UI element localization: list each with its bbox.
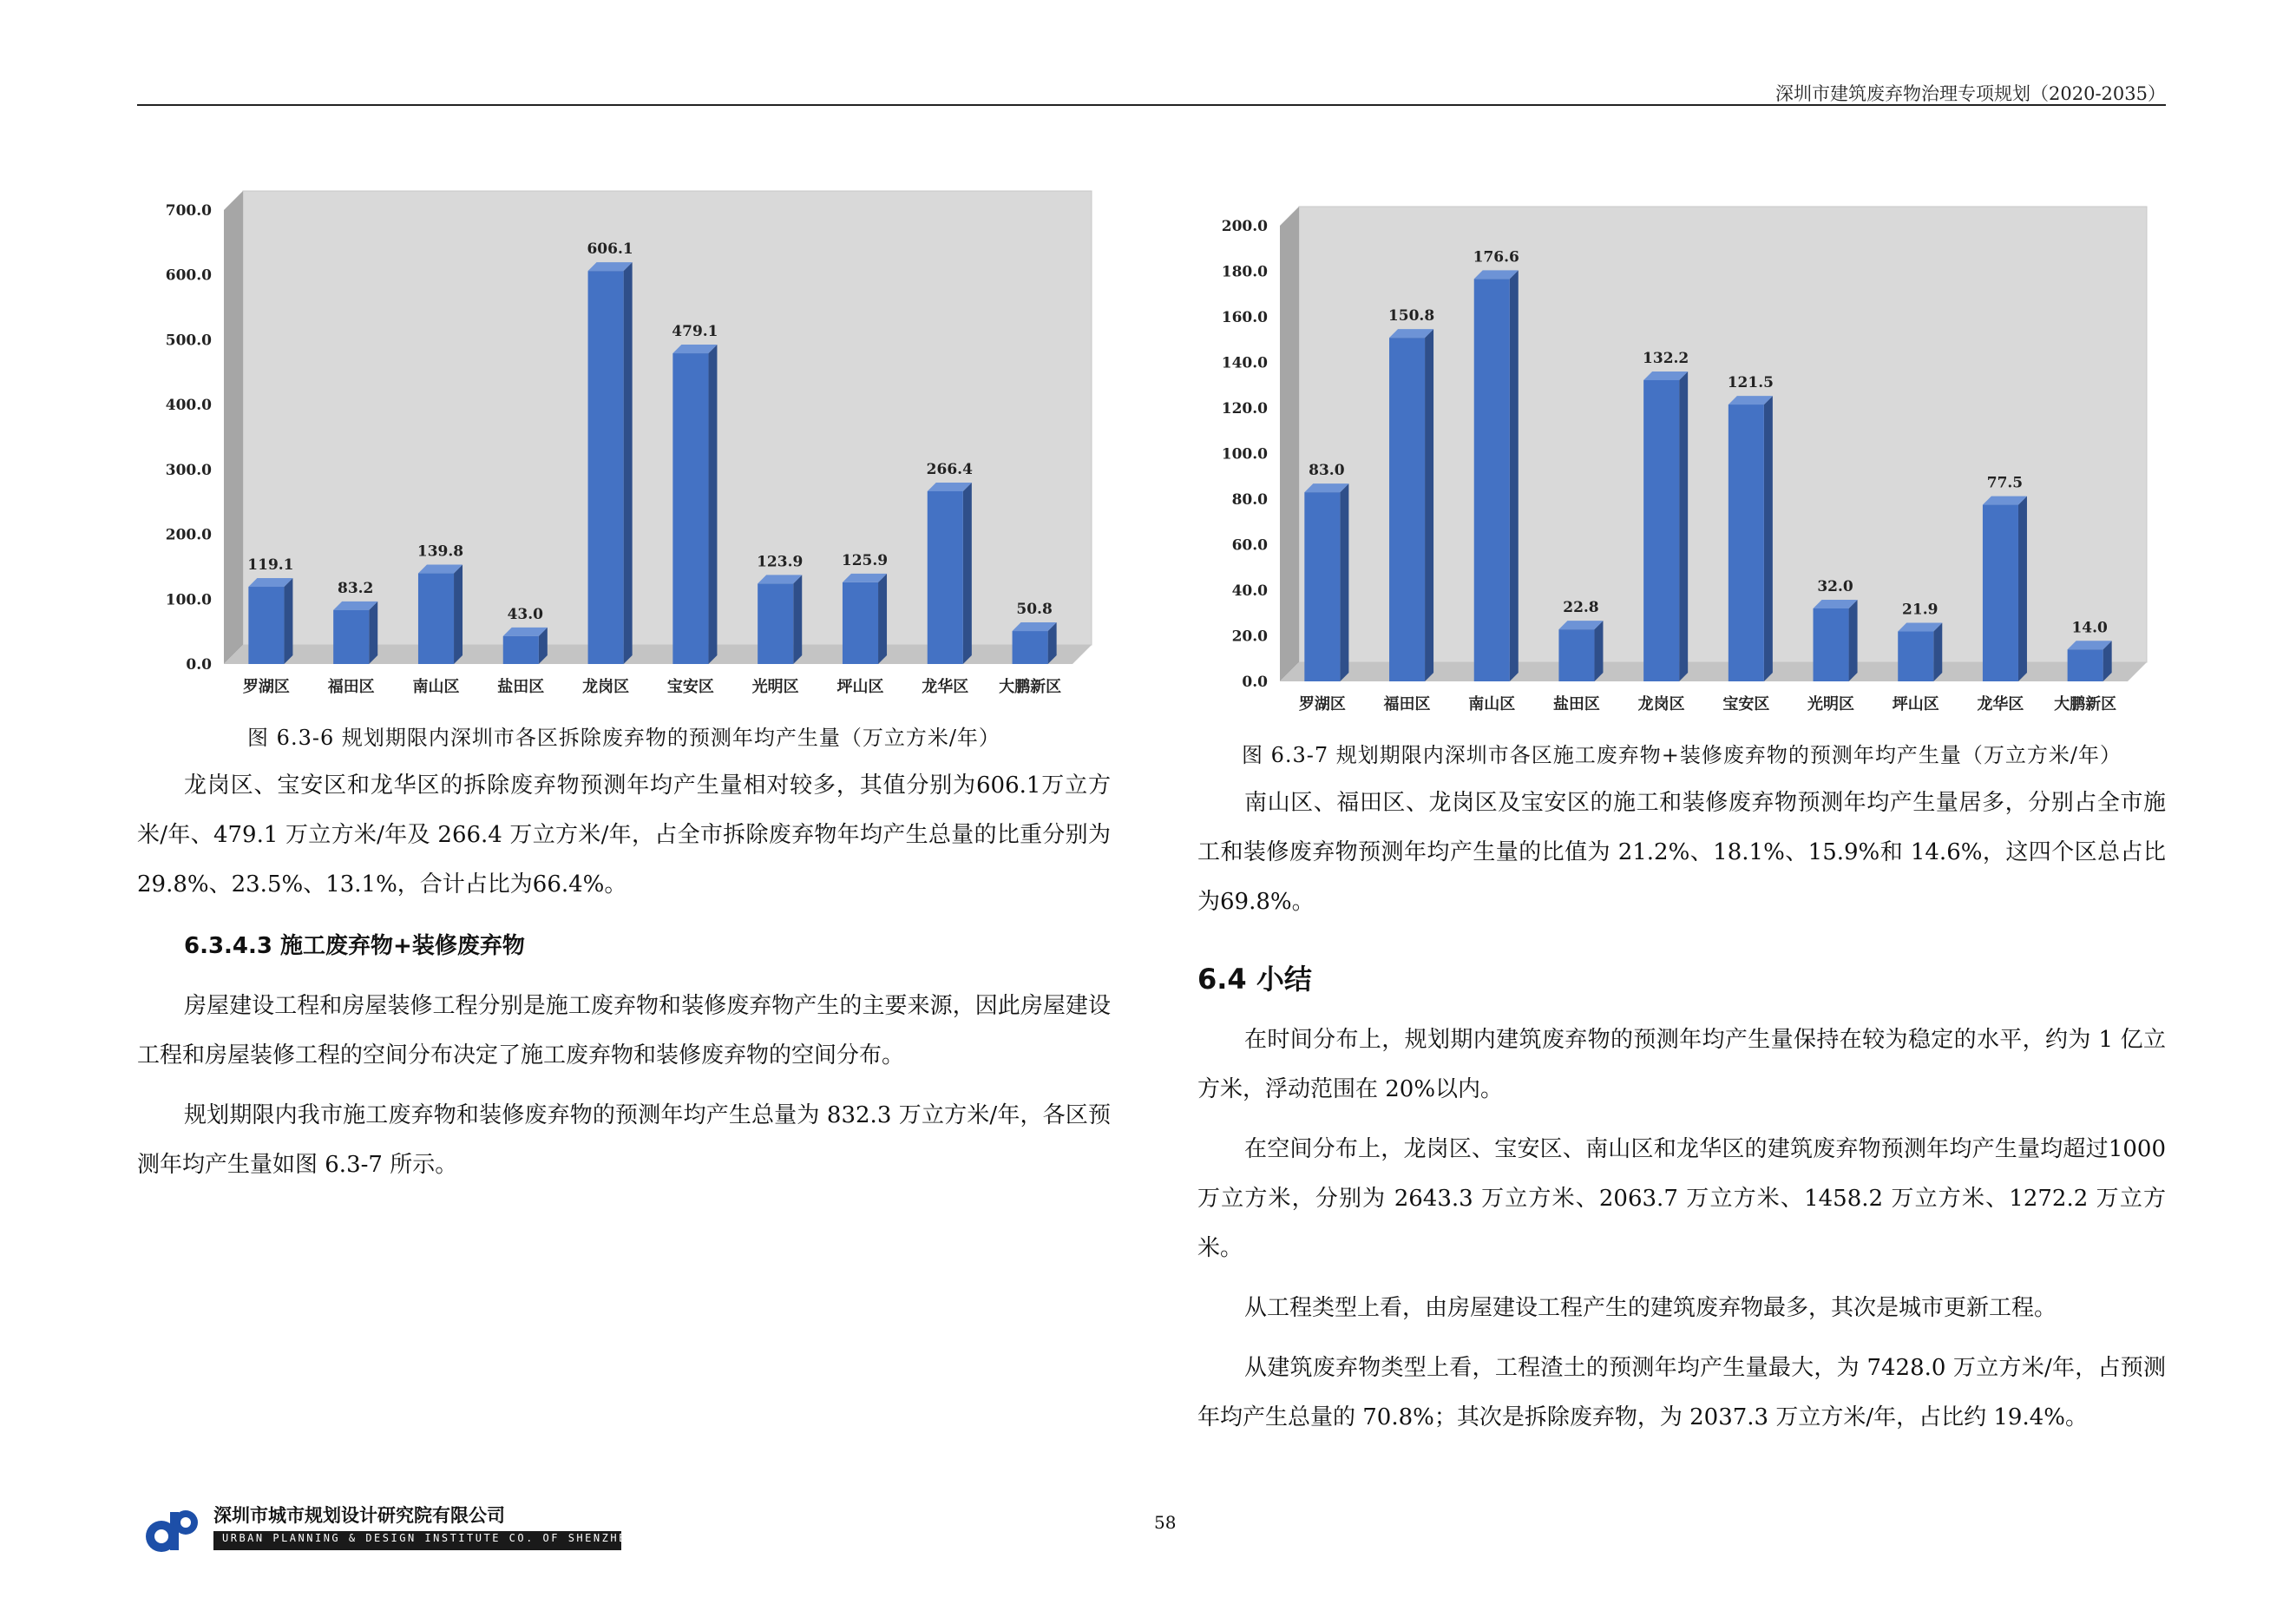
figure-caption-6-3-6: 图 6.3-6 规划期限内深圳市各区拆除废弃物的预测年均产生量（万立方米/年） [247, 726, 1000, 750]
y-tick-label: 20.0 [1231, 628, 1268, 646]
header-rule [137, 104, 2166, 106]
y-tick-label: 100.0 [1221, 445, 1268, 464]
y-tick-label: 400.0 [165, 397, 212, 415]
x-category-label: 光明区 [1807, 695, 1855, 713]
paragraph: 规划期限内我市施工废弃物和装修废弃物的预测年均产生总量为 832.3 万立方米/年，各区预测年均产生量如图 6.3-7 所示。 [137, 1102, 1111, 1178]
bar-side [1679, 371, 1688, 681]
bar [1983, 505, 2018, 681]
y-tick-label: 80.0 [1231, 491, 1268, 509]
bar [1304, 492, 1340, 681]
bar-side [2018, 496, 2027, 681]
demolition-waste-bar-chart [137, 174, 1111, 712]
y-tick-label: 200.0 [165, 526, 212, 544]
right-column [1197, 191, 2166, 1443]
construction-decoration-waste-chart [1197, 191, 2166, 729]
bar-value-label: 77.5 [1986, 474, 2024, 492]
paragraph: 在空间分布上，龙岗区、宝安区、南山区和龙华区的建筑废弃物预测年均产生量均超过1000 万立方米，分别为 2643.3 万立方米、2063.7 万立方米、1458.2 万立方米、1272.2 万立方米。 [1197, 1136, 2166, 1261]
y-tick-label: 700.0 [165, 202, 212, 220]
bar-value-label: 21.9 [1902, 601, 1938, 619]
y-tick-label: 40.0 [1231, 582, 1268, 600]
bar [1898, 632, 1933, 681]
bar-side [1510, 270, 1519, 681]
paragraph: 在时间分布上，规划期内建筑废弃物的预测年均产生量保持在较为稳定的水平，约为 1 亿立方米，浮动范围在 20%以内。 [1197, 1027, 2166, 1102]
bar [1389, 338, 1425, 681]
chart-side-wall [1280, 207, 1299, 681]
x-category-label: 宝安区 [666, 678, 714, 696]
y-tick-label: 600.0 [165, 266, 212, 285]
bar-value-label: 123.9 [757, 553, 804, 571]
page-number: 58 [1154, 1512, 1177, 1533]
figure-caption-6-3-7: 图 6.3-7 规划期限内深圳市各区施工废弃物+装修废弃物的预测年均产生量（万立方米/年） [1242, 743, 2122, 767]
x-category-label: 南山区 [412, 678, 460, 696]
x-category-label: 盐田区 [497, 678, 545, 696]
bar-value-label: 83.2 [337, 579, 374, 597]
y-tick-label: 0.0 [186, 656, 212, 674]
bar-side [1594, 621, 1603, 681]
bar [758, 583, 793, 664]
x-category-label: 南山区 [1468, 695, 1516, 713]
bar [1013, 631, 1048, 664]
bar [1643, 380, 1679, 681]
bar [928, 491, 963, 664]
subsection-heading: 6.3.4.3 施工废弃物+装修废弃物 [184, 933, 525, 959]
y-tick-label: 140.0 [1221, 354, 1268, 372]
bar-side [1849, 600, 1858, 681]
y-tick-label: 60.0 [1231, 536, 1268, 555]
bar [672, 353, 708, 664]
bar-value-label: 22.8 [1563, 599, 1599, 617]
left-column [137, 174, 1111, 1190]
x-category-label: 福田区 [1383, 695, 1431, 713]
x-category-label: 龙岗区 [582, 678, 630, 696]
x-category-label: 罗湖区 [1298, 695, 1346, 713]
bar [2068, 649, 2103, 681]
bar-side [1425, 329, 1433, 681]
y-tick-label: 120.0 [1221, 400, 1268, 418]
bar-side [1764, 396, 1773, 681]
paragraph: 南山区、福田区、龙岗区及宝安区的施工和装修废弃物预测年均产生量居多，分别占全市施工和装修废弃物预测年均产生量的比值为 21.2%、18.1%、15.9%和 14.6%，这四个区总占比为69.8%。 [1197, 790, 2166, 915]
bar [418, 574, 454, 664]
bar-value-label: 125.9 [841, 551, 889, 569]
x-category-label: 大鹏新区 [999, 678, 1062, 696]
bar-side [878, 574, 887, 664]
demolition-waste-chart [137, 174, 1111, 712]
bar [843, 582, 878, 664]
bar-value-label: 121.5 [1727, 374, 1774, 392]
construction-decoration-waste-bar-chart [1197, 191, 2166, 729]
x-category-label: 宝安区 [1722, 695, 1770, 713]
x-category-label: 龙华区 [1977, 695, 2024, 713]
bar [1558, 629, 1594, 681]
bar-value-label: 266.4 [926, 460, 973, 478]
bar-side [454, 565, 462, 664]
bar [333, 610, 369, 664]
bar-value-label: 50.8 [1016, 601, 1053, 619]
y-tick-label: 300.0 [165, 461, 212, 479]
y-tick-label: 100.0 [165, 591, 212, 609]
x-category-label: 坪山区 [1892, 695, 1939, 713]
bar [1474, 279, 1510, 681]
bar-value-label: 479.1 [672, 323, 718, 341]
footer-institution [139, 1502, 636, 1557]
bar-value-label: 119.1 [247, 556, 294, 575]
x-category-label: 罗湖区 [242, 678, 290, 696]
bar [1814, 608, 1849, 681]
paragraph: 从工程类型上看，由房屋建设工程产生的建筑废弃物最多，其次是城市更新工程。 [1244, 1295, 2057, 1321]
x-category-label: 光明区 [751, 678, 799, 696]
x-category-label: 坪山区 [836, 678, 884, 696]
bar-side [284, 578, 292, 664]
bar-value-label: 43.0 [507, 605, 544, 623]
bar-value-label: 150.8 [1387, 307, 1435, 325]
paragraph: 房屋建设工程和房屋装修工程分别是施工废弃物和装修废弃物产生的主要来源，因此房屋建设工程和房屋装修工程的空间分布决定了施工废弃物和装修废弃物的空间分布。 [137, 993, 1111, 1068]
bar-side [1933, 623, 1942, 681]
bar-value-label: 83.0 [1309, 462, 1345, 480]
bar-value-label: 176.6 [1473, 248, 1519, 266]
y-tick-label: 200.0 [1221, 218, 1268, 235]
bar [503, 636, 539, 664]
y-tick-label: 160.0 [1221, 309, 1268, 326]
bar-side [708, 345, 717, 664]
y-tick-label: 0.0 [1242, 674, 1268, 691]
bar-side [963, 483, 972, 664]
x-category-label: 龙华区 [922, 678, 969, 696]
institute-logo-icon [139, 1507, 208, 1555]
bar-side [793, 575, 802, 664]
paragraph: 龙岗区、宝安区和龙华区的拆除废弃物预测年均产生量相对较多，其值分别为606.1万立方米/年、479.1 万立方米/年及 266.4 万立方米/年，占全市拆除废弃物年均产生总量的比重分别为29.8%、23.5%、13.1%，合计占比为66.4%。 [137, 773, 1111, 897]
company-name-english: URBAN PLANNING & DESIGN INSTITUTE CO. OF SHENZHEN [222, 1532, 636, 1544]
x-category-label: 大鹏新区 [2054, 695, 2117, 713]
bar [248, 587, 284, 664]
paragraph: 从建筑废弃物类型上看，工程渣土的预测年均产生量最大，为 7428.0 万立方米/年，占预测年均产生总量的 70.8%；其次是拆除废弃物，为 2037.3 万立方米/年，占比约 19.4%。 [1197, 1355, 2166, 1430]
x-category-label: 福田区 [327, 678, 375, 696]
section-heading: 6.4 小结 [1197, 963, 1312, 996]
bar-side [624, 262, 633, 664]
bar-side [1340, 483, 1348, 681]
company-name: 深圳市城市规划设计研究院有限公司 [213, 1505, 505, 1526]
bar [1729, 404, 1764, 681]
bar-value-label: 606.1 [587, 240, 633, 259]
chart-side-wall [224, 191, 243, 664]
bar-value-label: 32.0 [1817, 578, 1853, 595]
running-header: 深圳市建筑废弃物治理专项规划（2020-2035） [1775, 83, 2166, 104]
bar [588, 271, 624, 664]
y-tick-label: 180.0 [1221, 263, 1268, 281]
bar-value-label: 14.0 [2071, 619, 2108, 637]
bar-side [369, 602, 377, 664]
bar-value-label: 132.2 [1643, 349, 1689, 367]
x-category-label: 龙岗区 [1637, 695, 1685, 713]
y-tick-label: 500.0 [165, 332, 212, 350]
bar-value-label: 139.8 [417, 542, 464, 561]
x-category-label: 盐田区 [1552, 695, 1600, 713]
